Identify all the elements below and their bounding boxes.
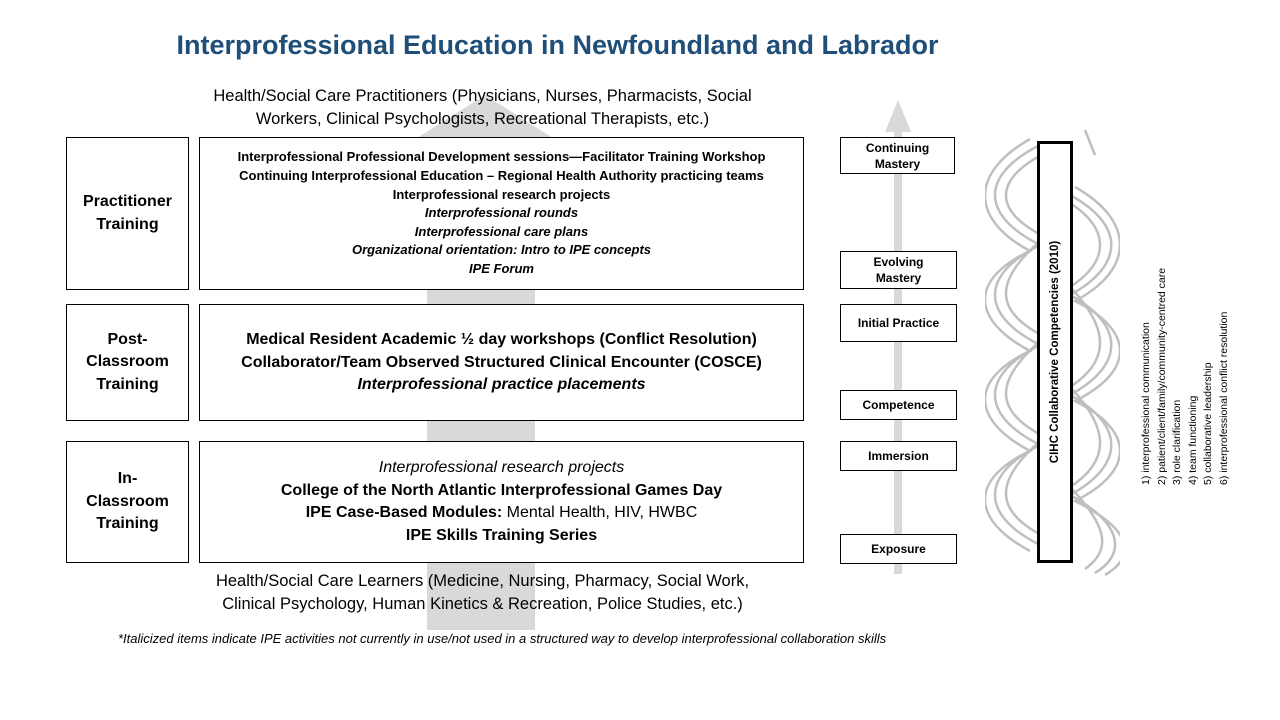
stage-in-classroom-training bbox=[66, 441, 189, 563]
level-label: Competence bbox=[862, 398, 935, 412]
activity-item: Interprofessional rounds bbox=[424, 205, 579, 221]
level-evolving-mastery bbox=[840, 251, 957, 289]
stage-post-classroom-training bbox=[66, 304, 189, 421]
activity-item: Interprofessional research projects bbox=[392, 186, 611, 202]
stage-label-line: Classroom bbox=[86, 492, 169, 510]
level-label: Initial Practice bbox=[857, 316, 940, 330]
level-label-line: Mastery bbox=[875, 271, 922, 285]
activity-item: IPE Forum bbox=[468, 260, 534, 276]
competency-item: 4) team functioning bbox=[1186, 395, 1199, 485]
competency-item: 2) patient/client/family/community-centred care bbox=[1155, 267, 1168, 485]
activity-item: Continuing Interprofessional Education – Regional Health Authority practicing teams bbox=[239, 168, 764, 184]
in-classroom-activities-box bbox=[199, 441, 804, 563]
stage-label-line: Post- bbox=[107, 330, 148, 348]
activity-item: Interprofessional practice placements bbox=[357, 376, 646, 393]
activity-item: Medical Resident Academic ½ day workshops (Conflict Resolution) bbox=[246, 331, 757, 348]
level-exposure bbox=[840, 534, 957, 564]
practitioners-label bbox=[200, 85, 765, 131]
learners-label-line2: Clinical Psychology, Human Kinetics & Recreation, Police Studies, etc.) bbox=[222, 595, 743, 613]
competency-item: 6) interprofessional conflict resolution bbox=[1217, 311, 1230, 485]
cihc-competencies-box bbox=[1037, 141, 1073, 563]
activity-item-detail: Mental Health, HIV, HWBC bbox=[506, 504, 698, 521]
stage-label-line: Training bbox=[96, 215, 159, 233]
activity-item bbox=[306, 502, 698, 525]
level-competence bbox=[840, 390, 957, 420]
activity-item: Collaborator/Team Observed Structured Clinical Encounter (COSCE) bbox=[241, 353, 762, 371]
level-continuing-mastery bbox=[840, 137, 955, 174]
footnote: *Italicized items indicate IPE activities not currently in use/not used in a structured way to develop interprofessional collaboration skills bbox=[118, 631, 887, 646]
stage-label-line: Practitioner bbox=[83, 193, 172, 210]
level-label-line: Continuing bbox=[865, 140, 930, 155]
level-initial-practice bbox=[840, 304, 957, 342]
stage-label-line: Classroom bbox=[86, 353, 169, 371]
post-classroom-activities-box bbox=[199, 304, 804, 421]
learners-label bbox=[200, 570, 765, 616]
practitioners-label-line2: Workers, Clinical Psychologists, Recreational Therapists, etc.) bbox=[255, 110, 710, 128]
competencies-list bbox=[1139, 225, 1233, 485]
activity-item-prefix: IPE Case-Based Modules: bbox=[305, 504, 503, 521]
stage-label-line: Training bbox=[96, 375, 159, 393]
cihc-label: CIHC Collaborative Competencies (2010) bbox=[1049, 240, 1061, 464]
level-label-line: Mastery bbox=[874, 156, 921, 171]
level-label-line: Evolving bbox=[873, 255, 924, 269]
activity-item: Organizational orientation: Intro to IPE concepts bbox=[351, 242, 652, 258]
stage-label-line: In- bbox=[117, 470, 138, 488]
practitioners-label-line1: Health/Social Care Practitioners (Physicians, Nurses, Pharmacists, Social bbox=[213, 87, 752, 105]
activity-item: IPE Skills Training Series bbox=[405, 526, 598, 544]
competency-item: 5) collaborative leadership bbox=[1202, 362, 1215, 485]
activity-item: Interprofessional Professional Development sessions—Facilitator Training Workshop bbox=[237, 149, 766, 165]
level-immersion bbox=[840, 441, 957, 471]
stage-practitioner-training bbox=[66, 137, 189, 290]
activity-item: College of the North Atlantic Interprofessional Games Day bbox=[280, 481, 723, 499]
competency-item: 3) role clarification bbox=[1171, 399, 1184, 485]
page-title: Interprofessional Education in Newfoundland and Labrador bbox=[176, 30, 939, 60]
level-label: Exposure bbox=[871, 542, 926, 556]
stage-label-line: Training bbox=[96, 515, 159, 533]
learners-label-line1: Health/Social Care Learners (Medicine, Nursing, Pharmacy, Social Work, bbox=[215, 572, 750, 590]
activity-item: Interprofessional care plans bbox=[414, 223, 589, 239]
competency-item: 1) interprofessional communication bbox=[1140, 322, 1152, 485]
activity-item: Interprofessional research projects bbox=[378, 459, 625, 476]
level-label: Immersion bbox=[868, 449, 929, 463]
practitioner-activities-box bbox=[199, 137, 804, 290]
